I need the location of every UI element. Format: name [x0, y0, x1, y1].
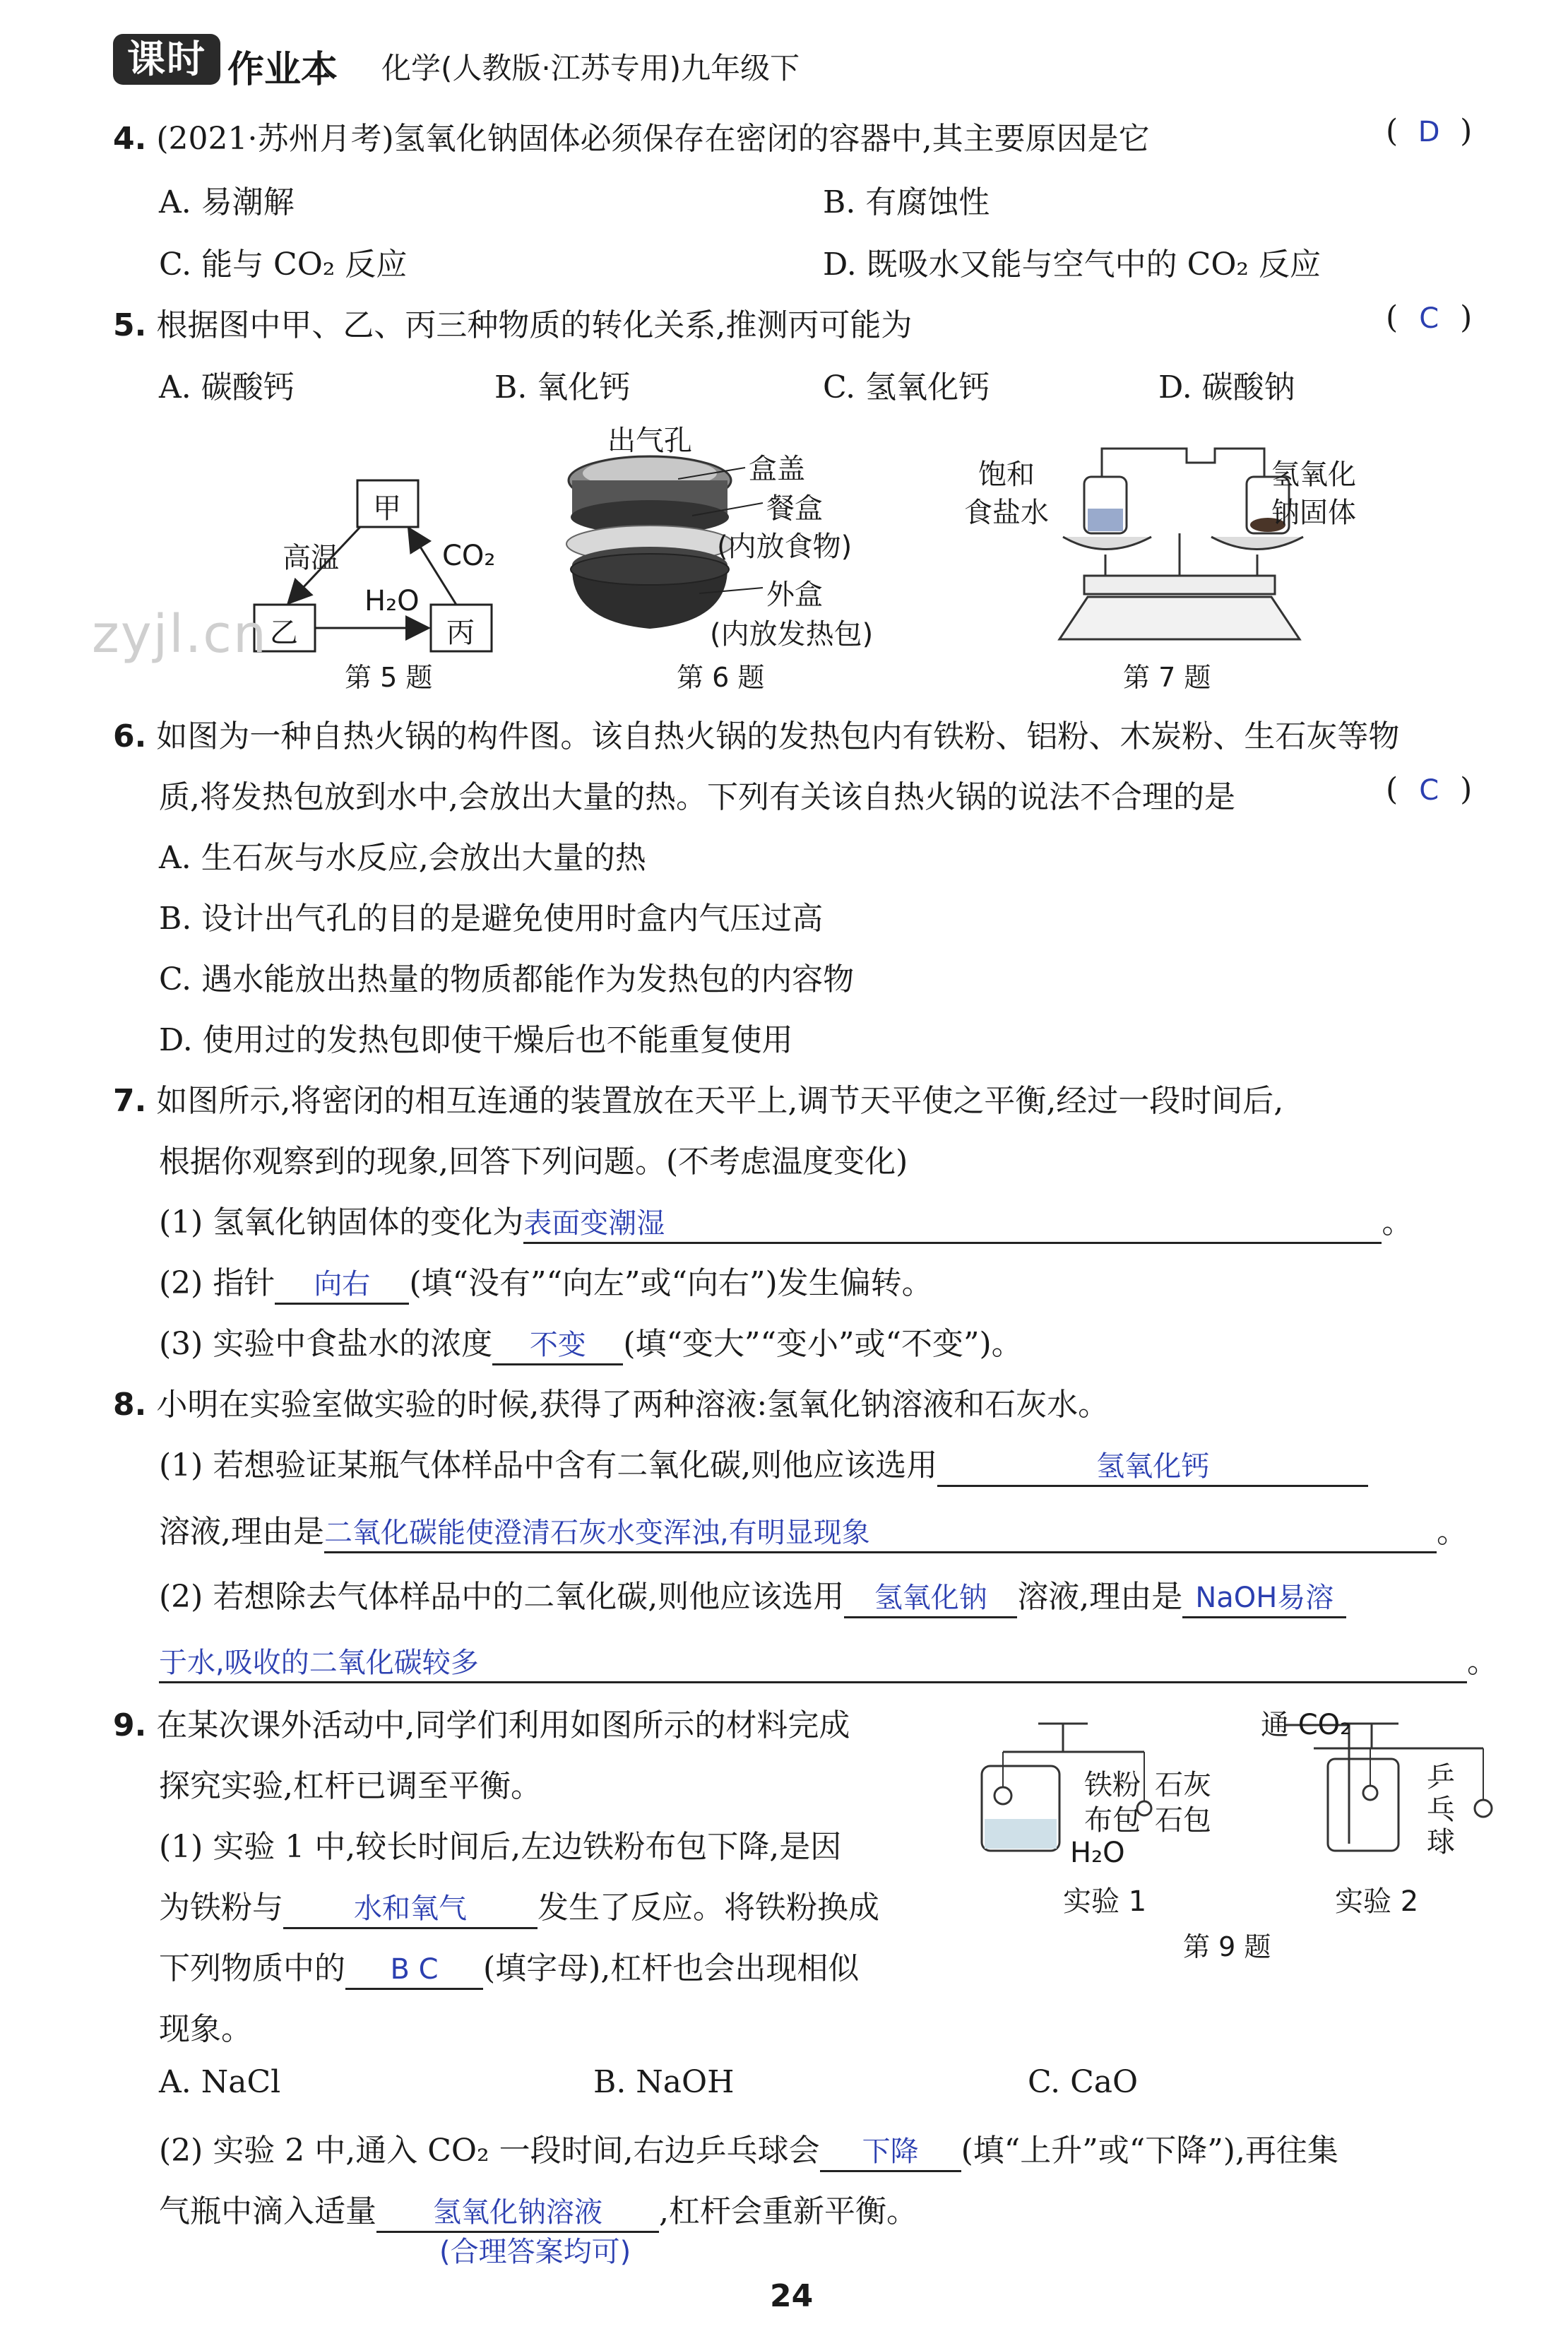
question-9-line1: 在某次课外活动中,同学们利用如图所示的材料完成 [156, 1707, 850, 1743]
fig5-h2o: H₂O [364, 585, 420, 617]
fig9-pingpong-label-1: 乒 [1427, 1761, 1455, 1794]
fig7-naoh-label-2: 钠固体 [1271, 497, 1356, 529]
q8-part2-reason-answer: 于水,吸收的二氧化碳较多 [159, 1644, 1467, 1683]
q9-part1-line4: 现象。 [159, 2011, 252, 2047]
fig7-naoh-label-1: 氢氧化 [1271, 458, 1356, 491]
q5-option-a: A. 碳酸钙 [159, 369, 295, 405]
question-5-answer: C [1419, 302, 1439, 335]
fig9-water-label: H₂O [1070, 1837, 1125, 1869]
question-7-line1: 如图所示,将密闭的相互连通的装置放在天平上,调节天平使之平衡,经过一段时间后, [156, 1083, 1284, 1119]
q4-option-c: C. 能与 CO₂ 反应 [159, 247, 408, 283]
fig5-gaowen: 高温 [283, 542, 339, 574]
question-5-stem: 根据图中甲、乙、丙三种物质的转化关系,推测丙可能为 [156, 307, 913, 343]
fig6-caption: 第 6 题 [677, 662, 765, 693]
question-5: 5. 根据图中甲、乙、丙三种物质的转化关系,推测丙可能为 [113, 307, 913, 343]
q8-part1-reason: 溶液,理由是二氧化碳能使澄清石灰水变浑浊,有明显现象 。 [159, 1506, 1468, 1553]
book-title: 作业本 [227, 49, 338, 91]
fig5-co2: CO₂ [442, 540, 496, 572]
q9-part2-answer: 下降 [820, 2133, 961, 2172]
q8-part1-answer: 氢氧化钙 [937, 1448, 1368, 1487]
fig9-iron-bag-label-2: 布包 [1084, 1804, 1141, 1837]
question-6-line1: 如图为一种自热火锅的构件图。该自热火锅的发热包内有铁粉、铝粉、木炭粉、生石灰等物 [156, 718, 1400, 754]
q9-part1-line3: 下列物质中的 B C (填字母),杠杆也会出现相似 [159, 1943, 859, 1990]
book-subtitle: 化学(人教版·江苏专用)九年级下 [381, 51, 800, 85]
question-7-line2: 根据你观察到的现象,回答下列问题。(不考虑温度变化) [159, 1144, 908, 1180]
fig7-caption: 第 7 题 [1123, 662, 1211, 693]
q9-option-a: A. NaCl [159, 2064, 281, 2100]
fig6-inner-box-note: (内放食物) [717, 531, 853, 563]
fig9-iron-bag-label-1: 铁粉 [1084, 1769, 1141, 1801]
q6-option-a: A. 生石灰与水反应,会放出大量的热 [159, 840, 646, 876]
q9-part1-answer2: B C [345, 1951, 483, 1990]
q5-option-d: D. 碳酸钠 [1158, 369, 1295, 405]
fig9-lime-bag-label-2: 石包 [1155, 1804, 1211, 1837]
fig6-lid-label: 盒盖 [749, 453, 805, 485]
fig6-leader-lines [678, 452, 777, 636]
question-4-answer: D [1418, 116, 1440, 148]
fig6-outer-box-label: 外盒 [766, 579, 823, 611]
question-6-answer: C [1419, 774, 1439, 807]
watermark: zyjl.cn [92, 604, 268, 665]
q9-part2-line2: 气瓶中滴入适量 氢氧化钠溶液 ,杠杆会重新平衡。 [159, 2186, 917, 2233]
figure-9-lever-experiments [975, 1702, 1504, 1914]
q5-option-b: B. 氧化钙 [494, 369, 631, 405]
question-7: 7. 如图所示,将密闭的相互连通的装置放在天平上,调节天平使之平衡,经过一段时间后, [113, 1083, 1284, 1119]
fig9-pingpong-label-3: 球 [1427, 1826, 1455, 1859]
q9-part2-note: (合理答案均可) [439, 2236, 631, 2268]
q9-option-b: B. NaOH [593, 2064, 735, 2100]
fig5-caption: 第 5 题 [345, 662, 433, 693]
question-8-line1: 小明在实验室做实验的时候,获得了两种溶液:氢氧化钠溶液和石灰水。 [156, 1387, 1110, 1423]
fig5-bing: 丙 [446, 617, 475, 649]
q9-part1-line1: (1) 实验 1 中,较长时间后,左边铁粉布包下降,是因 [159, 1829, 842, 1865]
page-number: 24 [770, 2278, 814, 2314]
q9-part1-answer: 水和氧气 [283, 1890, 537, 1929]
fig7-saltwater-label-1: 饱和 [978, 458, 1035, 491]
q7-part3-answer: 不变 [492, 1327, 623, 1365]
question-6: 6. 如图为一种自热火锅的构件图。该自热火锅的发热包内有铁粉、铝粉、木炭粉、生石灰等物 [113, 718, 1400, 754]
q8-part1: (1) 若想验证某瓶气体样品中含有二氧化碳,则他应该选用 氢氧化钙 [159, 1440, 1368, 1487]
q8-part2: (2) 若想除去气体样品中的二氧化碳,则他应该选用 氢氧化钠 溶液,理由是 NaOH易溶 [159, 1571, 1346, 1618]
question-9: 9. 在某次课外活动中,同学们利用如图所示的材料完成 [113, 1707, 850, 1743]
q7-part2: (2) 指针 向右 (填“没有”“向左”或“向右”)发生偏转。 [159, 1257, 933, 1305]
fig9-caption: 第 9 题 [1183, 1931, 1271, 1962]
q8-part1-reason-answer: 二氧化碳能使澄清石灰水变浑浊,有明显现象 [324, 1515, 1437, 1553]
question-6-line2: 质,将发热包放到水中,会放出大量的热。下列有关该自热火锅的说法不合理的是 [159, 779, 1235, 815]
fig5-jia: 甲 [373, 492, 401, 525]
q6-option-d: D. 使用过的发热包即使干燥后也不能重复使用 [159, 1022, 793, 1058]
q8-part2-reason: 于水,吸收的二氧化碳较多 。 [159, 1636, 1498, 1683]
q9-part2-line1: (2) 实验 2 中,通入 CO₂ 一段时间,右边乒乓球会 下降 (填“上升”或“下降”),再往集 [159, 2125, 1338, 2172]
q4-option-a: A. 易潮解 [159, 184, 295, 220]
fig9-pingpong-label-2: 乓 [1427, 1794, 1455, 1826]
q5-option-c: C. 氢氧化钙 [823, 369, 990, 405]
question-8: 8. 小明在实验室做实验的时候,获得了两种溶液:氢氧化钠溶液和石灰水。 [113, 1387, 1110, 1423]
series-logo: 课时 [113, 34, 220, 85]
q4-option-d: D. 既吸水又能与空气中的 CO₂ 反应 [823, 247, 1321, 283]
q7-part2-answer: 向右 [275, 1266, 409, 1305]
fig9-lime-bag-label-1: 石灰 [1155, 1769, 1211, 1801]
question-4-stem: (2021·苏州月考)氢氧化钠固体必须保存在密闭的容器中,其主要原因是它 [156, 121, 1150, 157]
question-4: 4. (2021·苏州月考)氢氧化钠固体必须保存在密闭的容器中,其主要原因是它 [113, 121, 1150, 157]
q7-part1: (1) 氢氧化钠固体的变化为表面变潮湿 。 [159, 1197, 1413, 1244]
fig7-saltwater-label-2: 食盐水 [964, 497, 1049, 529]
q4-option-b: B. 有腐蚀性 [823, 184, 990, 220]
fig9-co2-inlet-label: 通 CO₂ [1261, 1709, 1352, 1741]
q9-part1-line2: 为铁粉与 水和氧气 发生了反应。将铁粉换成 [159, 1882, 879, 1929]
question-4-answer-bracket: ( D ) [1386, 113, 1473, 149]
q7-part3: (3) 实验中食盐水的浓度 不变 (填“变大”“变小”或“不变”)。 [159, 1318, 1023, 1365]
q9-option-c: C. CaO [1028, 2064, 1139, 2100]
q9-part2-answer2: 氢氧化钠溶液 [376, 2194, 659, 2233]
fig6-inner-box-label: 餐盒 [766, 492, 823, 525]
question-6-answer-bracket: ( C ) [1386, 771, 1473, 807]
q8-part2-reason-start: NaOH易溶 [1182, 1580, 1346, 1618]
q7-part1-answer: 表面变潮湿 [523, 1205, 1382, 1244]
fig9-exp1-label: 实验 1 [1063, 1885, 1147, 1918]
q8-part2-answer: 氢氧化钠 [844, 1580, 1017, 1618]
fig6-outer-box-note: (内放发热包) [710, 618, 874, 651]
q6-option-c: C. 遇水能放出热量的物质都能作为发热包的内容物 [159, 961, 855, 997]
fig9-exp2-label: 实验 2 [1335, 1885, 1419, 1918]
fig5-yi: 乙 [270, 617, 298, 649]
question-5-answer-bracket: ( C ) [1386, 300, 1473, 336]
fig6-outlet-label: 出气孔 [607, 425, 692, 457]
q6-option-b: B. 设计出气孔的目的是避免使用时盒内气压过高 [159, 901, 824, 937]
question-9-line2: 探究实验,杠杆已调至平衡。 [159, 1768, 542, 1804]
